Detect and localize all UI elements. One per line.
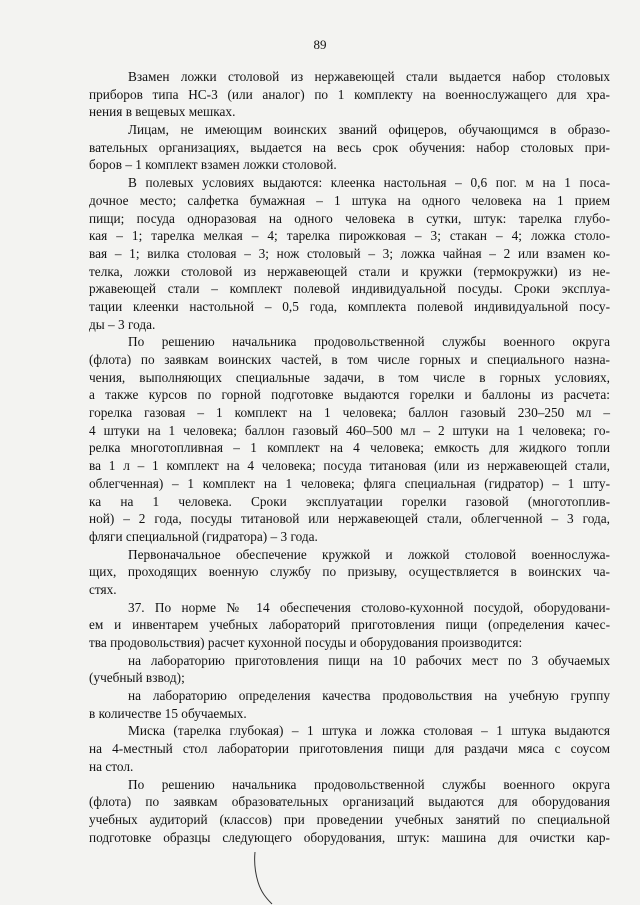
text-line: 37. По норме № 14 обеспечения столово-кухонной посудой, оборудовани-: [128, 599, 610, 615]
text-line: ем и инвентарем учебных лабораторий приготовления пищи (определения качес-: [89, 617, 610, 633]
text-line: нения в вещевых мешках.: [89, 104, 236, 120]
text-line: Взамен ложки столовой из нержавеющей стали выдается набор столовых: [128, 69, 610, 84]
text-line: на лабораторию определения качества продовольствия на учебную группу: [128, 688, 610, 704]
text-line: ка на 1 человека. Сроки эксплуатации горелки газовой (многотоплив-: [89, 493, 610, 509]
paragraph: [89, 333, 610, 545]
text-line: на лабораторию приготовления пищи на 10 рабочих мест по 3 обучаемых: [128, 652, 610, 668]
text-line: дочное место; салфетка бумажная – 1 штука на одного человека на 1 прием: [89, 192, 610, 208]
text-line: боров – 1 комплект взамен ложки столовой.: [89, 157, 337, 173]
text-line: ва 1 л – 1 комплект на 4 человека; посуда титановая (или из нержавеющей стали,: [89, 458, 610, 474]
paragraph: [89, 599, 610, 652]
paragraph: [89, 121, 610, 174]
paragraph: [89, 68, 610, 121]
paragraph: [89, 722, 610, 775]
text-line: релка многотопливная – 1 комплект на 4 человека; емкость для жидкого топли: [89, 440, 610, 456]
text-line: чения, выполняющих специальные задачи, в том числе в горных условиях,: [89, 369, 610, 385]
text-line: Миска (тарелка глубокая) – 1 штука и ложка столовая – 1 штука выдаются: [128, 723, 610, 739]
text-line: В полевых условиях выдаются: клеенка настольная – 0,6 пог. м на 1 поса-: [128, 175, 610, 191]
text-line: в количестве 15 обучаемых.: [89, 705, 247, 721]
text-line: фляги специальной (гидратора) – 3 года.: [89, 528, 318, 544]
page-number: 89: [313, 37, 327, 52]
text-line: По решению начальника продовольственной службы военного округа: [128, 776, 610, 792]
text-line: тва продовольствия) расчет кухонной посуды и оборудования производится:: [89, 635, 523, 650]
text-line: учебных аудиторий (классов) при проведении учебных занятий по специальной: [89, 811, 610, 827]
text-line: ды – 3 года.: [89, 316, 156, 332]
text-line: Лицам, не имеющим воинских званий офицеров, обучающимся в образо-: [128, 122, 610, 138]
paragraph: [89, 174, 610, 333]
text-line: кая – 1; тарелка мелкая – 4; тарелка пирожковая – 3; стакан – 4; ложка столо-: [89, 228, 610, 244]
text-line: (флота) по заявкам образовательных организаций выдаются для оборудования: [89, 794, 610, 810]
paragraph: [89, 546, 610, 599]
text-line: щих, проходящих военную службу по призыву, осуществляется в воинских ча-: [89, 564, 610, 580]
text-line: стях.: [89, 581, 117, 597]
text-line: на 4-местный стол лаборатории приготовления пищи для раздачи мяса с соусом: [89, 741, 610, 757]
text-line: а также курсов по горной подготовке выдаются горелки и баллоны из расчета:: [89, 387, 610, 403]
text-line: приборов типа НС-3 (или аналог) по 1 комплекту на военнослужащего для хра-: [89, 86, 610, 102]
text-line: облегченная) – 1 комплект на 1 человека; фляга специальная (гидратор) – 1 шту-: [89, 475, 610, 491]
text-line: телка, ложки столовой из нержавеющей стали и кружки (термокружки) из не-: [89, 263, 610, 279]
text-line: ной) – 2 года, посуды титановой или нержавеющей стали, облегченной – 3 года,: [89, 511, 610, 527]
text-line: 4 штуки на 1 человека; баллон газовый 460–500 мл – 2 штуки на 1 человека; го-: [89, 422, 610, 438]
text-line: (учебный взвод);: [89, 670, 185, 686]
text-line: ржавеющей стали – комплект полевой индивидуальной посуды. Сроки эксплуа-: [89, 281, 610, 297]
text-line: (флота) по заявкам воинских частей, в том числе горных и специального назна-: [89, 352, 610, 367]
pen-stroke-mark: [248, 850, 278, 905]
paragraph: [89, 652, 610, 687]
text-line: По решению начальника продовольственной службы военного округа: [128, 334, 610, 350]
paragraph: [89, 776, 610, 847]
document-body: [89, 68, 610, 846]
text-line: пищи; посуда одноразовая на одного человека в сутки, штук: тарелка глубо-: [89, 210, 610, 226]
paragraph: [89, 687, 610, 722]
text-line: подготовке образцы следующего оборудования, штук: машина для очистки кар-: [89, 829, 610, 845]
text-line: вательных организациях, выдается на весь срок обучения: набор столовых при-: [89, 139, 610, 155]
text-line: вая – 1; вилка столовая – 3; нож столовый – 3; ложка чайная – 2 или взамен ко-: [89, 245, 610, 261]
text-line: горелка газовая – 1 комплект на 1 человека; баллон газовый 230–250 мл –: [89, 405, 610, 421]
text-line: на стол.: [89, 758, 134, 774]
text-line: тации клеенки настольной – 0,5 года, комплекта полевой индивидуальной посу-: [89, 298, 610, 314]
text-line: Первоначальное обеспечение кружкой и ложкой столовой военнослужа-: [128, 546, 610, 562]
